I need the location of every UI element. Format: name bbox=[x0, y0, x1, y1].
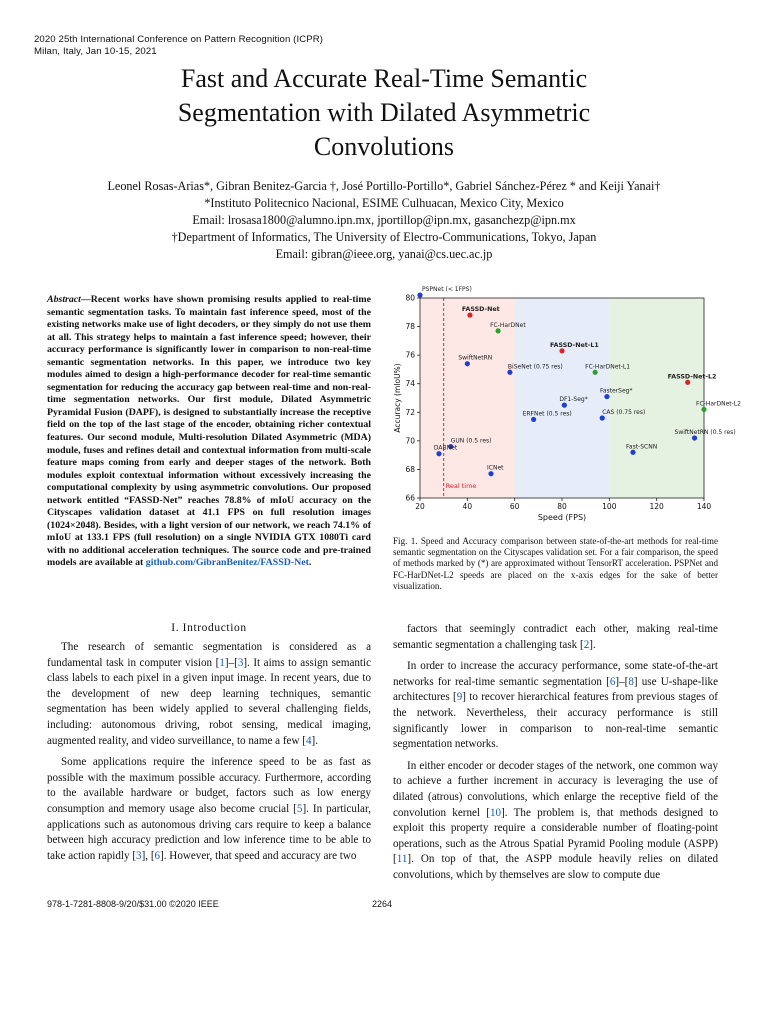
citation-link[interactable]: 6 bbox=[154, 849, 161, 862]
paragraph-text: In either encoder or decoder stages of the network, one common way to achieve a further increment in accuracy is leveraging the use of dilated (atrous) convolutions, which enlarge the receptive field of the convolution kernel [ bbox=[393, 759, 718, 819]
x-tick-label: 40 bbox=[462, 502, 473, 511]
data-point-label: Fast-SCNN bbox=[626, 443, 658, 451]
affiliation-2: †Department of Informatics, The University of Electro-Communications, Tokyo, Japan bbox=[171, 230, 597, 244]
email-1: Email: lrosasa1800@alumno.ipn.mx, jportillop@ipn.mx, gasanchezp@ipn.mx bbox=[192, 213, 576, 227]
footer-copyright: 978-1-7281-8808-9/20/$31.00 ©2020 IEEE bbox=[47, 899, 219, 909]
conference-header bbox=[34, 34, 323, 57]
data-point bbox=[465, 361, 470, 366]
y-tick-label: 72 bbox=[405, 407, 415, 417]
abstract-label: Abstract bbox=[47, 294, 81, 305]
data-point-label: FASSD-Net-L1 bbox=[550, 341, 599, 349]
data-point-label: FASSD-Net bbox=[461, 306, 500, 314]
y-tick-label: 68 bbox=[405, 464, 415, 474]
paragraph-text: The research of semantic segmentation is considered as a fundamental task in computer vision [ bbox=[47, 641, 371, 669]
data-point bbox=[630, 450, 635, 455]
paragraph-text: ]. On top of that, the ASPP module heavily relies on dilated convolutions, which by themselves are slow to compute due bbox=[393, 853, 718, 881]
data-point bbox=[488, 471, 493, 476]
affiliation-1: *Instituto Politecnico Nacional, ESIME Culhuacan, Mexico City, Mexico bbox=[204, 196, 564, 210]
y-axis-label: Accuracy (mIoU%) bbox=[393, 363, 402, 433]
paragraph bbox=[47, 755, 371, 864]
data-point bbox=[685, 380, 690, 385]
data-point-label: FASSD-Net-L2 bbox=[667, 373, 717, 381]
paragraph-text: ] use U-shape-like architectures [ bbox=[393, 675, 718, 704]
data-point bbox=[600, 415, 605, 420]
figure-caption: Fig. 1. Speed and Accuracy comparison between state-of-the-art methods for real-time semantic segmentation on the Cityscapes validation set. For a fair comparison, the speed of methods marked by (*) are approximated without TensorRT acceleration. PSPNet and FC-HarDNet-L2 speeds are placed on the x-axis edges for the sake of better visualization. bbox=[393, 536, 718, 591]
conference-name: 2020 25th International Conference on Pattern Recognition (ICPR) bbox=[34, 34, 324, 45]
paragraph-text: factors that seemingly contradict each other, making real-time semantic segmentation a challenging task [ bbox=[393, 623, 718, 651]
paragraph-text: ]. bbox=[589, 638, 596, 651]
data-point-label: SwiftNetRN (0.5 res) bbox=[674, 429, 736, 436]
data-point bbox=[701, 407, 706, 412]
citation-link[interactable]: 10 bbox=[489, 806, 502, 819]
x-tick-label: 100 bbox=[602, 502, 617, 511]
y-tick-label: 78 bbox=[405, 322, 415, 332]
citation-link[interactable]: 5 bbox=[296, 802, 303, 815]
section-title: I. Introduction bbox=[171, 622, 247, 634]
data-point-label: FC-HarDNet-L1 bbox=[585, 363, 631, 371]
data-point-label: ICNet bbox=[487, 464, 504, 472]
chart-region-band bbox=[609, 298, 704, 498]
paragraph-text: In order to increase the accuracy performance, some state-of-the-art networks for real-time semantic segmentation [ bbox=[393, 660, 718, 688]
y-tick-label: 66 bbox=[405, 493, 415, 503]
title-line: Segmentation with Dilated Asymmetric bbox=[177, 98, 591, 127]
abstract-end: . bbox=[308, 557, 312, 569]
paragraph-text: ]. In particular, applications such as autonomous driving cars require to keep a balance between high accuracy prediction and low inference time to be able to take action rapidly [ bbox=[47, 802, 371, 862]
citation-link[interactable]: 9 bbox=[456, 691, 463, 704]
paragraph-text: ]. bbox=[311, 734, 318, 747]
y-tick-label: 74 bbox=[405, 379, 415, 389]
x-tick-label: 20 bbox=[415, 502, 425, 511]
paragraph-text: ]. However, that speed and accuracy are two bbox=[160, 849, 357, 862]
data-point bbox=[692, 435, 697, 440]
x-axis-label: Speed (FPS) bbox=[537, 513, 587, 522]
x-tick-label: 60 bbox=[509, 502, 520, 511]
right-column-text bbox=[393, 622, 718, 890]
citation-link[interactable]: 1 bbox=[219, 656, 225, 669]
paragraph-text: ]–[ bbox=[224, 656, 238, 669]
paragraph-text: ]. The problem is, that methods designed to exploit this property require a considerable number of floating-point operations, such as the Atrous Spatial Pyramid Pooling module (ASPP) [ bbox=[393, 806, 718, 866]
paragraph bbox=[393, 659, 718, 753]
citation-link[interactable]: 2 bbox=[583, 638, 590, 651]
data-point-label: SwiftNetRN bbox=[458, 354, 493, 362]
data-point bbox=[496, 328, 501, 333]
data-point bbox=[562, 403, 567, 408]
email-2: Email: gibran@ieee.org, yanai@cs.uec.ac.jp bbox=[275, 247, 493, 261]
left-column-text bbox=[47, 640, 371, 870]
data-point-label: DABNet bbox=[433, 444, 458, 452]
data-point-label: DF1-Seg* bbox=[559, 396, 588, 404]
x-tick-label: 140 bbox=[696, 502, 712, 511]
author-block bbox=[0, 178, 768, 263]
paragraph bbox=[393, 759, 718, 884]
paragraph-text: Some applications require the inference speed to be as fast as possible with the maximum possible accuracy. Furthermore, according to the available hardware or budget, factors such as low energy consumption and memory usage also become crucial [ bbox=[47, 756, 371, 815]
data-point-label: FasterSeg* bbox=[599, 387, 633, 395]
data-point bbox=[507, 370, 512, 375]
title-line: Convolutions bbox=[313, 132, 455, 161]
citation-link[interactable]: 6 bbox=[609, 675, 616, 688]
conference-location: Milan, Italy, Jan 10-15, 2021 bbox=[34, 45, 157, 57]
author-names: Leonel Rosas-Arias*, Gibran Benitez-Garcia †, José Portillo-Portillo*, Gabriel Sánchez-Pérez * and Keiji Yanai† bbox=[107, 179, 661, 193]
data-point bbox=[467, 313, 472, 318]
data-point-label: GUN (0.5 res) bbox=[450, 437, 492, 445]
y-tick-label: 76 bbox=[405, 350, 415, 360]
citation-link[interactable]: 4 bbox=[305, 734, 312, 747]
data-point-label: FC-HarDNet-L2 bbox=[696, 400, 741, 408]
data-point bbox=[436, 451, 441, 456]
x-tick-label: 120 bbox=[649, 502, 664, 511]
data-point-label: FC-HarDNet bbox=[490, 321, 526, 329]
y-tick-label: 70 bbox=[405, 436, 415, 446]
page-number: 2264 bbox=[372, 899, 393, 909]
data-point-label: CAS (0.75 res) bbox=[602, 409, 646, 416]
y-tick-label: 80 bbox=[405, 293, 415, 303]
data-point-label: PSPNet (< 1FPS) bbox=[422, 286, 472, 294]
citation-link[interactable]: 11 bbox=[396, 853, 408, 866]
data-point bbox=[559, 348, 564, 353]
abstract bbox=[47, 294, 371, 570]
title-line: Fast and Accurate Real-Time Semantic bbox=[180, 64, 588, 93]
x-tick-label: 80 bbox=[557, 502, 567, 511]
data-point-label: ERFNet (0.5 res) bbox=[522, 410, 572, 418]
paragraph-text: ], [ bbox=[141, 849, 155, 862]
paragraph bbox=[393, 622, 718, 653]
data-point bbox=[531, 417, 536, 422]
data-point-label: BiSeNet (0.75 res) bbox=[507, 363, 563, 371]
paragraph bbox=[47, 640, 371, 749]
abstract-text: —Recent works have shown promising results applied to real-time semantic segmentation tasks. To maintain fast inference speed, most of the existing networks make use of light decoders, or they simply do not use them at all. This strategy helps to maintain a fast inference speed; however, their accuracy performance is significantly lower in comparison to non-real-time semantic segmentation networks. In this paper, we introduce two key modules aimed to design a high-performance decoder for real-time semantic segmentation for reducing the accuracy gap between real-time and non-real-time segmentation networks. Our first module, Dilated Asymmetric Pyramidal Fusion (DAPF), is designed to substantially increase the receptive field on the top of the last stage of the encoder, obtaining richer contextual features. Our second module, Multi-resolution Dilated Asymmetric (MDA) module, fuses and refines detail and contextual information from multi-scale feature maps coming from early and deeper stages of the network. Both modules exploit contextual information without excessively increasing the computational complexity by using asymmetric convolutions. Our proposed network entitled “FASSD-Net” reaches 78.8% of mIoU accuracy on the Cityscapes validation dataset at 41.1 FPS on full resolution images (1024×2048). Besides, with a light version of our network, we reach 74.1% of mIoU at 133.1 FPS (full resolution) on a single NVIDIA GTX 1080Ti card with no additional acceleration techniques. The source code and pre-trained models are available at bbox=[47, 294, 371, 569]
paragraph-text: ] to recover hierarchical features from previous stages of the network. Nevertheless, their accuracy performance is still significantly lower in comparison to non-real-time semantic segmentation networks. bbox=[393, 691, 718, 751]
code-link[interactable]: github.com/GibranBenitez/FASSD-Net bbox=[145, 557, 309, 569]
data-point bbox=[417, 293, 422, 298]
speed-accuracy-chart bbox=[392, 286, 741, 530]
data-point bbox=[593, 370, 598, 375]
citation-link[interactable]: 3 bbox=[237, 656, 244, 669]
realtime-label: Real time bbox=[445, 482, 477, 490]
citation-link[interactable]: 8 bbox=[628, 675, 634, 688]
paragraph-text: ]. It aims to assign semantic class labels to each pixel in a given input image. In recent years, due to the development of new deep learning techniques, semantic segmentation has been widely applied to several challenging fields, including: autonomous driving, robot sensing, medical imaging, augmented reality, and video surveillance, to name a few [ bbox=[47, 656, 372, 747]
paper-title bbox=[0, 62, 768, 164]
citation-link[interactable]: 3 bbox=[136, 849, 142, 862]
paragraph-text: ]–[ bbox=[615, 675, 629, 688]
data-point bbox=[604, 394, 609, 399]
